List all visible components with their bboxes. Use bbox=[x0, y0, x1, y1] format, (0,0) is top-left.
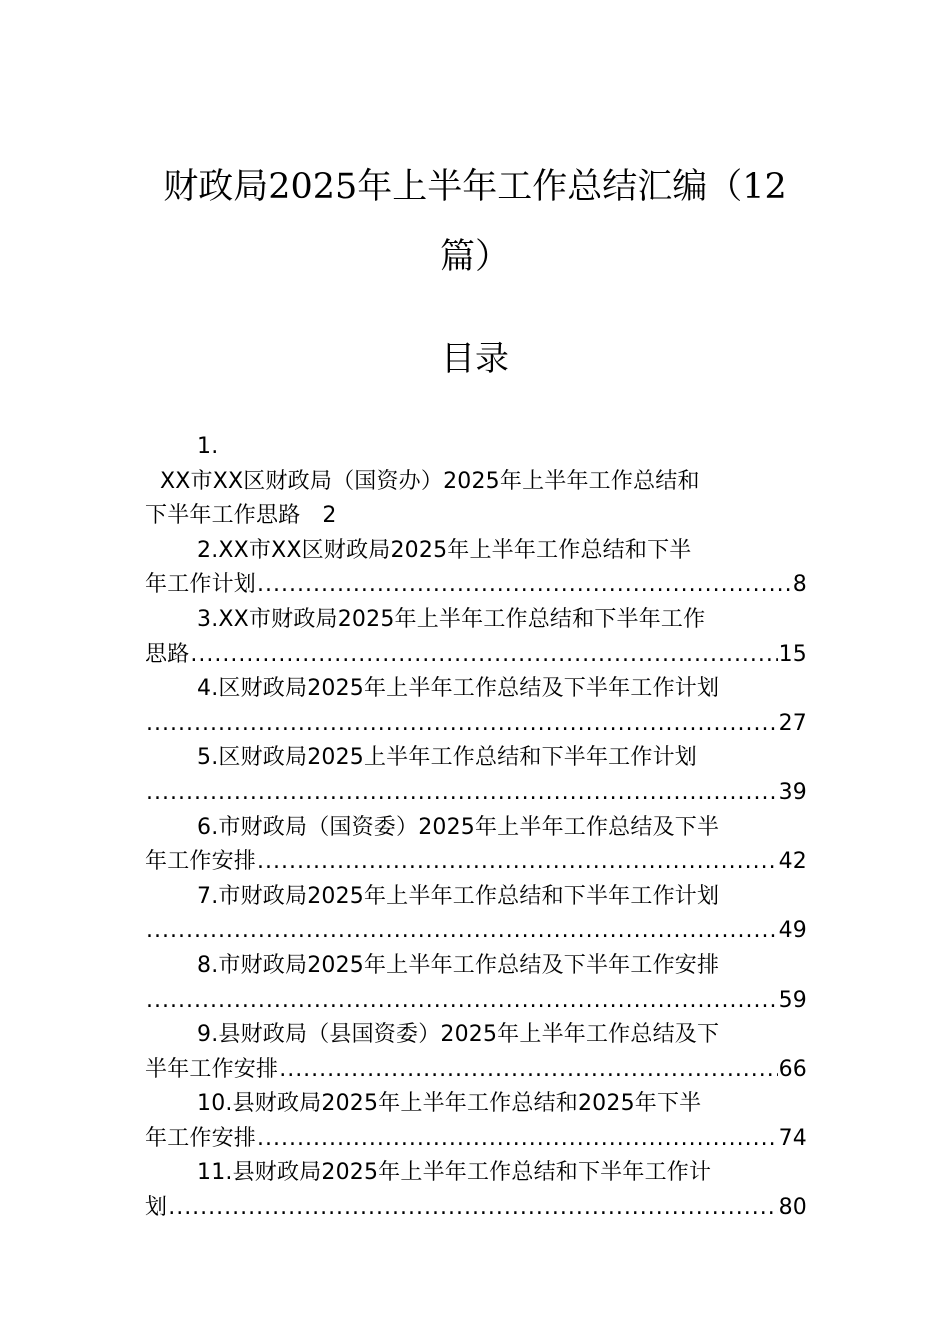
toc-entry-label: 思路 bbox=[145, 641, 190, 667]
toc-entry-page: 42 bbox=[778, 849, 807, 875]
toc-entry-page: 59 bbox=[778, 987, 807, 1013]
toc-entry-page: 27 bbox=[778, 710, 807, 736]
dot-leader bbox=[146, 914, 778, 949]
dot-leader bbox=[190, 638, 777, 673]
toc-entry-label: 5.区财政局2025上半年工作总结和下半年工作计划 bbox=[197, 745, 697, 771]
toc-entry-page: 39 bbox=[778, 779, 807, 805]
toc-entry-page: 49 bbox=[778, 918, 807, 944]
toc-entry-label: 7.市财政局2025年上半年工作总结和下半年工作计划 bbox=[197, 883, 720, 909]
dot-leader bbox=[146, 707, 778, 742]
toc-entry-line bbox=[145, 949, 807, 984]
toc-entry-line bbox=[145, 638, 807, 673]
toc-entry-page: 80 bbox=[778, 1195, 807, 1221]
toc-entry-1[interactable] bbox=[145, 430, 807, 534]
toc-entry-line bbox=[145, 499, 807, 534]
dot-leader bbox=[279, 1053, 777, 1088]
toc-entry-line bbox=[145, 914, 807, 949]
toc-entry-10[interactable] bbox=[145, 1087, 807, 1156]
toc-entry-line bbox=[145, 568, 807, 603]
toc-entry-label: 下半年工作思路 bbox=[145, 503, 301, 529]
toc-entry-page: 15 bbox=[778, 641, 807, 667]
toc-entry-line bbox=[145, 1087, 807, 1122]
toc-entry-5[interactable] bbox=[145, 741, 807, 810]
toc-heading: 目录 bbox=[441, 339, 509, 379]
document-title-line-2: 篇） bbox=[439, 237, 510, 277]
toc-entry-9[interactable] bbox=[145, 1018, 807, 1087]
toc-entry-line bbox=[145, 1018, 807, 1053]
toc-entry-3[interactable] bbox=[145, 603, 807, 672]
toc-entry-label: 9.县财政局（县国资委）2025年上半年工作总结及下 bbox=[197, 1022, 720, 1048]
toc-entry-line bbox=[145, 465, 807, 500]
toc-entry-2[interactable] bbox=[145, 534, 807, 603]
toc-entry-line bbox=[145, 1122, 807, 1157]
toc-entry-number bbox=[145, 430, 807, 465]
toc-entry-label: 2.XX市XX区财政局2025年上半年工作总结和下半 bbox=[197, 537, 692, 563]
dot-leader bbox=[257, 568, 792, 603]
toc-entry-label: 8.市财政局2025年上半年工作总结及下半年工作安排 bbox=[197, 952, 720, 978]
toc-entry-label: 1. bbox=[197, 434, 219, 459]
toc-entry-label: 6.市财政局（国资委）2025年上半年工作总结及下半 bbox=[197, 814, 720, 840]
toc-entry-label: 年工作计划 bbox=[145, 572, 257, 598]
toc-entry-11[interactable] bbox=[145, 1156, 807, 1225]
toc-entry-line bbox=[145, 672, 807, 707]
toc-entry-line bbox=[145, 984, 807, 1019]
toc-entry-4[interactable] bbox=[145, 672, 807, 741]
toc-entry-label: 3.XX市财政局2025年上半年工作总结和下半年工作 bbox=[197, 606, 706, 632]
toc-entry-6[interactable] bbox=[145, 811, 807, 880]
toc-entry-line bbox=[145, 534, 807, 569]
toc-entry-label: 年工作安排 bbox=[145, 1125, 257, 1151]
toc-entry-line bbox=[145, 845, 807, 880]
document-title-line-1: 财政局2025年上半年工作总结汇编（12 bbox=[163, 167, 787, 207]
toc-entry-line bbox=[145, 776, 807, 811]
toc-entry-label: 半年工作安排 bbox=[145, 1056, 279, 1082]
toc-entry-line bbox=[145, 603, 807, 638]
dot-leader bbox=[257, 845, 778, 880]
toc-entry-label: 10.县财政局2025年上半年工作总结和2025年下半 bbox=[197, 1091, 702, 1117]
toc-entry-line bbox=[145, 1053, 807, 1088]
toc-entry-page: 8 bbox=[792, 572, 807, 598]
toc-entry-page: 2 bbox=[322, 503, 337, 529]
toc-entry-8[interactable] bbox=[145, 949, 807, 1018]
toc-entry-line bbox=[145, 1191, 807, 1226]
dot-leader bbox=[168, 1191, 777, 1226]
dot-leader bbox=[146, 776, 778, 811]
toc-entry-page: 66 bbox=[778, 1056, 807, 1082]
toc-entry-line bbox=[145, 880, 807, 915]
toc-entry-line bbox=[145, 741, 807, 776]
toc-entry-label: 年工作安排 bbox=[145, 849, 257, 875]
toc-entry-label: 11.县财政局2025年上半年工作总结和下半年工作计 bbox=[197, 1160, 712, 1186]
toc-entry-7[interactable] bbox=[145, 880, 807, 949]
toc-entry-line bbox=[145, 707, 807, 742]
toc-entry-label: 4.区财政局2025年上半年工作总结及下半年工作计划 bbox=[197, 676, 720, 702]
table-of-contents bbox=[145, 430, 807, 1226]
toc-entry-label: XX市XX区财政局（国资办）2025年上半年工作总结和 bbox=[160, 468, 700, 494]
toc-entry-page: 74 bbox=[778, 1125, 807, 1151]
toc-entry-line bbox=[145, 811, 807, 846]
dot-leader bbox=[146, 984, 778, 1019]
toc-entry-line bbox=[145, 1156, 807, 1191]
dot-leader bbox=[257, 1122, 778, 1157]
toc-entry-label: 划 bbox=[145, 1195, 168, 1221]
